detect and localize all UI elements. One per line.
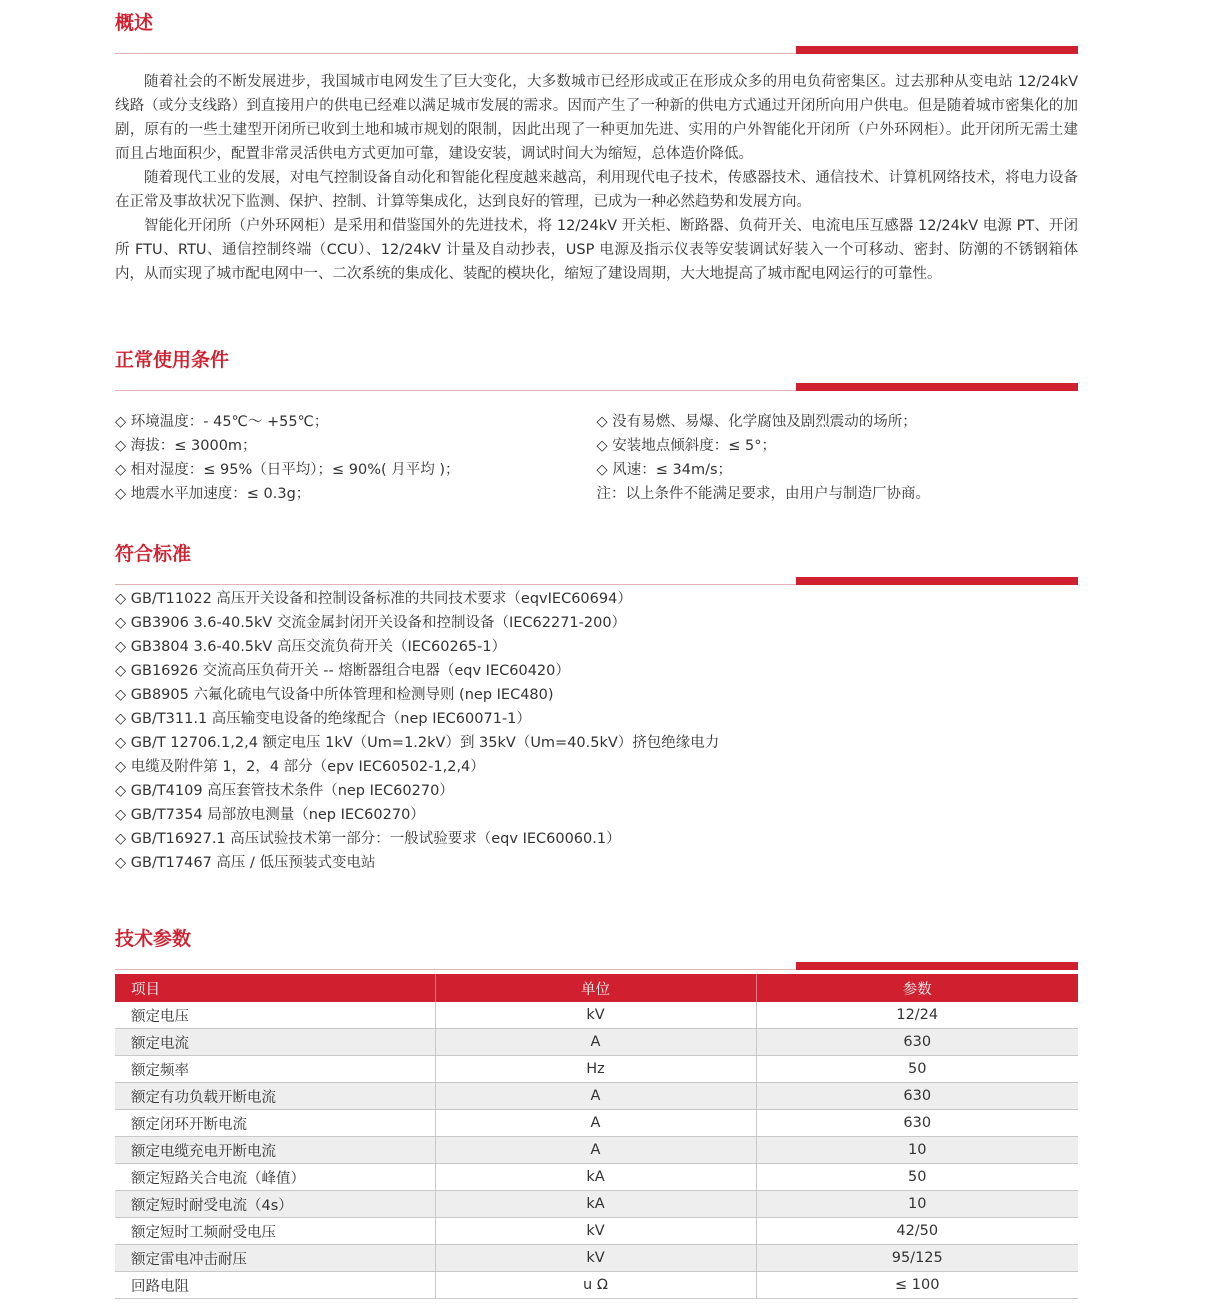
cell-item: 额定电压 [115,1002,435,1029]
standard-item: ◇ GB8905 六氟化硫电气设备中所体管理和检测导则 (nep IEC480) [115,687,554,703]
standard-item: ◇ 电缆及附件第 1，2，4 部分（epv IEC60502-1,2,4） [115,759,485,775]
table-row [115,1137,1078,1164]
standard-item: ◇ GB/T11022 高压开关设备和控制设备标准的共同技术要求（eqvIEC60694） [115,591,632,607]
cell-value: 630 [756,1029,1078,1056]
cell-value: 10 [756,1191,1078,1218]
cell-item: 额定短路关合电流（峰值） [115,1164,435,1191]
cell-unit: A [435,1029,756,1056]
table-row [115,1164,1078,1191]
condition-item: ◇ 环境温度：- 45℃～ +55℃； [115,414,329,430]
standard-item: ◇ GB/T4109 高压套管技术条件（nep IEC60270） [115,783,454,799]
cell-unit: kV [435,1002,756,1029]
cell-value: 95/125 [756,1245,1078,1272]
params-header-row [115,974,1078,1002]
conditions-left-column [115,410,597,506]
conditions-section [115,347,1078,506]
table-row [115,1191,1078,1218]
condition-item: ◇ 相对湿度：≤ 95%（日平均）；≤ 90%( 月平均 )； [115,462,460,478]
cell-value: 10 [756,1137,1078,1164]
standard-item: ◇ GB/T311.1 高压输变电设备的绝缘配合（nep IEC60071-1） [115,711,531,727]
condition-note: 注：以上条件不能满足要求，由用户与制造厂协商。 [596,486,930,502]
condition-item: ◇ 没有易燃、易爆、化学腐蚀及剧烈震动的场所； [596,414,917,430]
cell-unit: A [435,1083,756,1110]
table-row [115,1029,1078,1056]
cell-unit: A [435,1137,756,1164]
cell-item: 额定短时工频耐受电压 [115,1218,435,1245]
table-row [115,1083,1078,1110]
table-row [115,1056,1078,1083]
condition-item: ◇ 海拔：≤ 3000m； [115,438,257,454]
conditions-body [115,410,1078,506]
condition-item: ◇ 安装地点倾斜度：≤ 5°； [596,438,776,454]
standards-list [115,587,1078,875]
cell-unit: kV [435,1218,756,1245]
standards-title [115,541,1078,571]
cell-unit: kA [435,1164,756,1191]
conditions-title-text: 正常使用条件 [115,349,230,371]
standards-title-text: 符合标准 [115,543,192,565]
header-item: 项目 [115,974,435,1002]
overview-paragraph-2: 随着现代工业的发展，对电气控制设备自动化和智能化程度越来越高，利用现代电子技术，传感器技术、通信技术、计算机网络技术，将电力设备在正常及事故状况下监测、保护、控制、计算等集成化，达到良好的管理，已成为一种必然趋势和发展方向。 [115,170,1078,210]
cell-unit: u Ω [435,1272,756,1299]
standard-item: ◇ GB16926 交流高压负荷开关 -- 熔断器组合电器（eqv IEC60420） [115,663,570,679]
cell-item: 回路电阻 [115,1272,435,1299]
cell-item: 额定短时耐受电流（4s） [115,1191,435,1218]
table-row [115,1245,1078,1272]
params-section [115,926,1078,1299]
cell-item: 额定闭环开断电流 [115,1110,435,1137]
cell-item: 额定电流 [115,1029,435,1056]
title-accent-bar [796,577,1078,585]
cell-value: ≤ 100 [756,1272,1078,1299]
title-accent-bar [796,46,1078,54]
cell-value: 50 [756,1056,1078,1083]
condition-item: ◇ 地震水平加速度：≤ 0.3g； [115,486,311,502]
header-value: 参数 [756,974,1078,1002]
condition-item: ◇ 风速：≤ 34m/s； [596,462,733,478]
cell-item: 额定雷电冲击耐压 [115,1245,435,1272]
table-row [115,1110,1078,1137]
overview-paragraph-3: 智能化开闭所（户外环网柜）是采用和借鉴国外的先进技术，将 12/24kV 开关柜、断路器、负荷开关、电流电压互感器 12/24kV 电源 PT、开闭所 FTU、RTU、通信控制终端（CCU）、12/24kV 计量及自动抄表，USP 电源及指示仪表等安装调试好装入一个可移动、密封、防潮的不锈钢箱体内，从而实现了城市配电网中一、二次系统的集成化、装配的模块化，缩短了建设周期，大大地提高了城市配电网运行的可靠性。 [115,218,1078,282]
params-title [115,926,1078,956]
standard-item: ◇ GB/T17467 高压 / 低压预装式变电站 [115,855,376,871]
standards-section [115,541,1078,875]
overview-section [115,10,1078,286]
cell-value: 630 [756,1083,1078,1110]
overview-title [115,10,1078,40]
table-row [115,1272,1078,1299]
header-unit: 单位 [435,974,756,1002]
conditions-title [115,347,1078,377]
cell-item: 额定有功负载开断电流 [115,1083,435,1110]
cell-unit: kV [435,1245,756,1272]
cell-unit: A [435,1110,756,1137]
overview-paragraph-1: 随着社会的不断发展进步，我国城市电网发生了巨大变化，大多数城市已经形成或正在形成众多的用电负荷密集区。过去那种从变电站 12/24kV 线路（或分支线路）到直接用户的供电已经难以满足城市发展的需求。因而产生了一种新的供电方式通过开闭所向用户供电。但是随着城市密集化的加剧，原有的一些土建型开闭所已收到土地和城市规划的限制，因此出现了一种更加先进、实用的户外智能化开闭所（户外环网柜）。此开闭所无需土建而且占地面积少，配置非常灵活供电方式更加可靠，建设安装，调试时间大为缩短，总体造价降低。 [115,74,1078,162]
cell-item: 额定电缆充电开断电流 [115,1137,435,1164]
cell-unit: Hz [435,1056,756,1083]
conditions-right-column [597,410,1079,506]
title-accent-bar [796,383,1078,391]
cell-value: 42/50 [756,1218,1078,1245]
cell-value: 630 [756,1110,1078,1137]
params-table [115,974,1078,1299]
cell-value: 12/24 [756,1002,1078,1029]
cell-item: 额定频率 [115,1056,435,1083]
standard-item: ◇ GB/T16927.1 高压试验技术第一部分：一般试验要求（eqv IEC60060.1） [115,831,621,847]
title-accent-bar [796,962,1078,970]
standard-item: ◇ GB/T 12706.1,2,4 额定电压 1kV（Um=1.2kV）到 35kV（Um=40.5kV）挤包绝缘电力 [115,735,720,751]
standard-item: ◇ GB3804 3.6-40.5kV 高压交流负荷开关（IEC60265-1） [115,639,507,655]
params-title-text: 技术参数 [115,928,192,950]
cell-value: 50 [756,1164,1078,1191]
standard-item: ◇ GB/T7354 局部放电测量（nep IEC60270） [115,807,425,823]
table-row [115,1218,1078,1245]
table-row [115,1002,1078,1029]
overview-body [115,70,1078,286]
overview-title-text: 概述 [115,12,154,34]
cell-unit: kA [435,1191,756,1218]
standard-item: ◇ GB3906 3.6-40.5kV 交流金属封闭开关设备和控制设备（IEC62271-200） [115,615,627,631]
